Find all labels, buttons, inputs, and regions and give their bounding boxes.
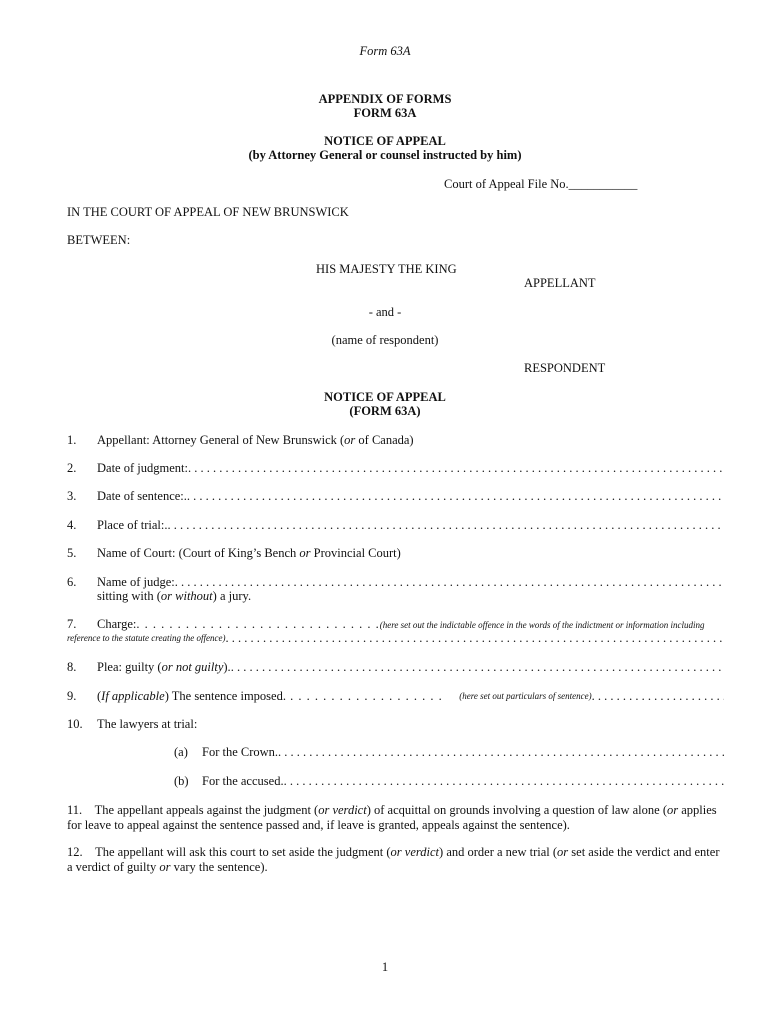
item-number: 9. (67, 689, 77, 703)
sub-item-b-number: (b) (174, 774, 189, 788)
form-label: Form 63A (359, 44, 411, 58)
name-of-judge-field[interactable]: Name of judge: . . . (97, 575, 724, 590)
item-number: 3. (67, 489, 77, 503)
item-number: 6. (67, 575, 77, 589)
title-appendix: APPENDIX OF FORMS (318, 92, 452, 106)
crown-lawyer-field[interactable]: For the Crown. . . . (202, 745, 724, 760)
item-number: 1. (67, 433, 77, 447)
item-number: 10. (67, 717, 83, 731)
jury-line: sitting with (or without) a jury. (97, 589, 252, 603)
fill-dots (167, 518, 724, 533)
relief-paragraph: 12. The appellant will ask this court to set aside the judgment (or verdict) and order a new trial (or set aside the verdict and enter a verdict of guilty or vary the sentence). (67, 845, 720, 874)
charge-field[interactable]: Charge:. . . . . . . . . . . . . . . . . . . . . . . . . . . . . .(here set out the indictable offence in the words of the indictment or information including (97, 617, 705, 631)
sub-item-a-number: (a) (174, 745, 188, 759)
fill-dots (592, 689, 724, 704)
item-number: 8. (67, 660, 77, 674)
appellant-line: Appellant: Attorney General of New Brunswick (or of Canada) (97, 433, 414, 447)
charge-field-continued[interactable]: reference to the statute creating the offence) . . . (67, 631, 724, 646)
accused-lawyer-field[interactable]: For the accused. . . . (202, 774, 724, 789)
between-label: BETWEEN: (67, 233, 131, 247)
respondent-name: (name of respondent) (331, 333, 439, 347)
title-notice: NOTICE OF APPEAL (324, 134, 446, 148)
and-separator: - and - (368, 305, 402, 319)
item-number: 2. (67, 461, 77, 475)
fill-dots (175, 575, 724, 590)
item-number: 5. (67, 546, 77, 560)
grounds-paragraph: 11. The appellant appeals against the judgment (or verdict) of acquittal on grounds involving a question of law alone (or applies for leave to appeal against the sentence passed and, if leave is granted, appeals against the sentence). (67, 803, 717, 832)
plea-field[interactable]: Plea: guilty ( or not guilty ). . . . (97, 660, 724, 675)
fill-dots (188, 461, 724, 476)
title-form: FORM 63A (353, 106, 417, 120)
appellant-role: APPELLANT (524, 276, 596, 290)
item-number: 4. (67, 518, 77, 532)
date-of-sentence-field[interactable]: Date of sentence:. . . . (97, 489, 724, 504)
name-of-court-line: Name of Court: (Court of King’s Bench or Provincial Court) (97, 546, 401, 560)
respondent-role: RESPONDENT (524, 361, 606, 375)
court-file-number: Court of Appeal File No.___________ (444, 177, 638, 191)
notice-heading: NOTICE OF APPEAL (324, 390, 446, 404)
fill-dots (187, 489, 724, 504)
page-number: 1 (381, 960, 389, 974)
date-of-judgment-field[interactable]: Date of judgment: . . . (97, 461, 724, 476)
fill-dots (225, 631, 724, 646)
item-number: 7. (67, 617, 77, 631)
sentence-imposed-field[interactable]: ( If applicable ) The sentence imposed. . . . . . . . . . . . . . . . . . . . (here set out particulars of sentence) . . . (97, 689, 724, 704)
fill-dots (284, 774, 724, 789)
title-subtitle: (by Attorney General or counsel instructed by him) (248, 148, 522, 162)
appellant-name: HIS MAJESTY THE KING (316, 262, 457, 276)
fill-dots (231, 660, 724, 675)
notice-form: (FORM 63A) (349, 404, 421, 418)
court-name: IN THE COURT OF APPEAL OF NEW BRUNSWICK (67, 205, 349, 219)
lawyers-label: The lawyers at trial: (97, 717, 198, 731)
place-of-trial-field[interactable]: Place of trial:. . . . (97, 518, 724, 533)
fill-dots (278, 745, 724, 760)
